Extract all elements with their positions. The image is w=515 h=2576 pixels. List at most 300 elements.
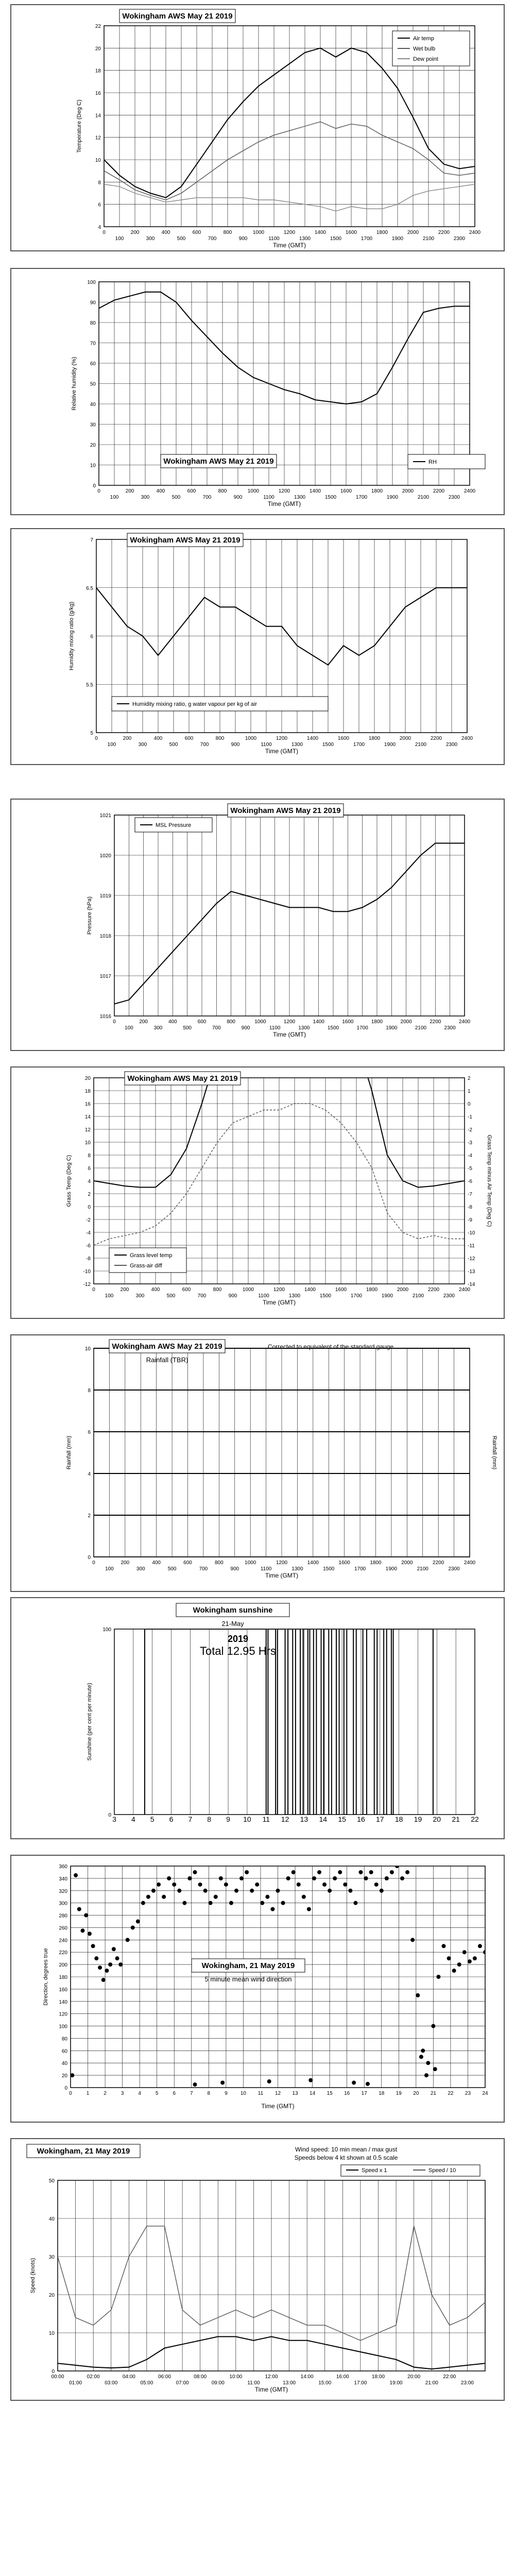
chart-panel (10, 1066, 505, 1319)
scatter-point (245, 1870, 249, 1874)
x-tick-label: 900 (228, 1293, 237, 1299)
scatter-point (105, 1969, 109, 1973)
x-tick-label: 500 (167, 1566, 177, 1572)
x-tick-label: 19 (396, 2091, 402, 2096)
x-tick-label: 300 (136, 1566, 145, 1572)
y2-tick-label: -4 (468, 1153, 472, 1159)
chart-svg (11, 2139, 504, 2400)
y-tick-label: 160 (59, 1987, 67, 1993)
y-tick-label: 240 (59, 1938, 67, 1944)
legend-label: Speed / 10 (428, 2167, 456, 2174)
x-tick-label: 22 (471, 1815, 479, 1823)
y2-tick-label: -12 (468, 1256, 475, 1262)
legend-label: Wet bulb (413, 46, 436, 52)
x-tick-label: 21 (452, 1815, 460, 1823)
x-tick-label: 11 (262, 1815, 270, 1823)
x-tick-label: 07:00 (176, 2380, 189, 2386)
x-tick-label: 600 (184, 736, 194, 741)
x-tick-label: 2100 (422, 236, 435, 242)
x-tick-label: 1700 (356, 1025, 368, 1031)
x-tick-label: 08:00 (194, 2374, 207, 2380)
scatter-point (270, 1907, 274, 1911)
y-tick-label: 0 (52, 2369, 55, 2375)
scatter-point (193, 1870, 197, 1874)
scatter-point (101, 1978, 106, 1982)
x-tick-label: 15:00 (318, 2380, 332, 2386)
x-tick-label: 2000 (399, 736, 411, 741)
x-tick-label: 20 (433, 1815, 441, 1823)
x-tick-label: 600 (182, 1287, 191, 1293)
x-tick-label: 1700 (355, 495, 368, 500)
x-tick-label: 1900 (386, 1025, 398, 1031)
x-tick-label: 2100 (415, 1025, 427, 1031)
scatter-point (250, 1889, 254, 1893)
scatter-point (74, 1873, 78, 1877)
chart-panel (10, 528, 505, 765)
x-tick-label: 11:00 (247, 2380, 260, 2386)
scatter-point (146, 1895, 150, 1899)
y-tick-label: 1016 (99, 1014, 111, 1020)
y-tick-label: 1017 (99, 974, 111, 979)
scatter-point (291, 1870, 296, 1874)
scatter-point (317, 1870, 321, 1874)
x-tick-label: 2400 (458, 1019, 471, 1025)
x-tick-label: 2300 (453, 236, 466, 242)
y-tick-label: 8 (88, 1388, 91, 1394)
scatter-point (255, 1883, 259, 1887)
x-axis-label: Time (GMT) (254, 2386, 288, 2393)
x-axis-label: Time (GMT) (272, 242, 306, 249)
scatter-point (478, 1944, 482, 1948)
chart-title: Wokingham AWS May 21 2019 (163, 457, 274, 466)
y-tick-label: 220 (59, 1950, 67, 1956)
scatter-point (302, 1895, 306, 1899)
x-tick-label: 400 (161, 230, 170, 235)
y-tick-label: 300 (59, 1901, 67, 1907)
x-tick-label: 1600 (345, 230, 357, 235)
scatter-point (447, 1956, 451, 1960)
y-tick-label: 0 (93, 483, 96, 489)
x-tick-label: 700 (202, 495, 212, 500)
x-tick-label: 8 (207, 1815, 212, 1823)
y2-tick-label: -14 (468, 1282, 475, 1287)
x-tick-label: 1500 (322, 742, 334, 748)
y-tick-label: 1021 (99, 813, 111, 819)
x-tick-label: 900 (241, 1025, 250, 1031)
y-tick-label: 50 (90, 381, 96, 387)
x-tick-label: 2000 (407, 230, 419, 235)
y-tick-label: 7 (90, 537, 93, 543)
scatter-point (239, 1876, 244, 1880)
x-tick-label: 100 (105, 1293, 114, 1299)
scatter-point (108, 1962, 112, 1967)
chart-svg (11, 1335, 504, 1591)
scatter-point (452, 1969, 456, 1973)
x-tick-label: 1600 (340, 488, 352, 494)
y2-axis-label: Grass Temp minus Air Temp (Deg C) (486, 1134, 492, 1227)
x-tick-label: 200 (139, 1019, 148, 1025)
scatter-point (390, 1870, 394, 1874)
x-tick-label: 100 (110, 495, 119, 500)
x-tick-label: 2200 (438, 230, 450, 235)
x-tick-label: 2 (104, 2091, 107, 2096)
scatter-point (141, 1901, 145, 1905)
x-tick-label: 300 (138, 742, 147, 748)
y-tick-label: 8 (98, 180, 101, 186)
y-axis-label: Grass Temp (Deg C) (66, 1155, 72, 1207)
scatter-point (203, 1889, 208, 1893)
x-tick-label: 2200 (433, 1560, 444, 1566)
x-tick-label: 6 (169, 1815, 174, 1823)
x-tick-label: 1700 (354, 1566, 366, 1572)
y2-tick-label: -9 (468, 1217, 472, 1223)
y2-tick-label: -13 (468, 1269, 475, 1275)
y2-tick-label: -3 (468, 1140, 472, 1146)
chart-subtitle: 5 minute mean wind direction (204, 1975, 292, 1983)
y-tick-label: 14 (84, 1114, 91, 1120)
x-tick-label: 1200 (276, 736, 288, 741)
scatter-point (426, 2061, 430, 2065)
x-tick-label: 13 (300, 1815, 308, 1823)
y-tick-label: 10 (90, 463, 96, 469)
scatter-point (182, 1901, 186, 1905)
x-tick-label: 20 (413, 2091, 419, 2096)
x-tick-label: 1900 (386, 495, 399, 500)
chart-svg (11, 1598, 504, 1838)
y-tick-label: 60 (61, 2048, 67, 2055)
x-tick-label: 200 (125, 488, 134, 494)
y-tick-label: 4 (88, 1179, 91, 1184)
x-tick-label: 2400 (464, 488, 476, 494)
chart-note: Speeds below 4 kt shown at 0.5 scale (294, 2154, 398, 2161)
legend-label: Grass-air diff (130, 1263, 162, 1269)
x-tick-label: 1100 (261, 742, 272, 748)
x-tick-label: 18 (394, 1815, 403, 1823)
y-tick-label: 4 (88, 1471, 91, 1477)
x-tick-label: 900 (231, 742, 240, 748)
y-tick-label: 20 (95, 46, 101, 52)
x-tick-label: 14 (319, 1815, 328, 1823)
x-tick-label: 1800 (371, 1019, 383, 1025)
y-axis-label: Rainfall (mm) (66, 1435, 72, 1470)
x-tick-label: 200 (123, 736, 132, 741)
y-tick-label: 40 (90, 402, 96, 408)
y-tick-label: 6.5 (86, 585, 93, 591)
scatter-point (369, 1870, 373, 1874)
x-tick-label: 400 (156, 488, 165, 494)
y-tick-label: 30 (48, 2255, 55, 2260)
scatter-point (157, 1883, 161, 1887)
y-tick-label: 20 (84, 1076, 91, 1081)
x-tick-label: 0 (95, 736, 98, 741)
x-tick-label: 13 (292, 2091, 298, 2096)
scatter-point (281, 1901, 285, 1905)
scatter-point (224, 1883, 228, 1887)
x-tick-label: 0 (102, 230, 106, 235)
x-axis-label: Time (GMT) (267, 500, 301, 507)
x-tick-label: 700 (199, 1566, 208, 1572)
x-tick-label: 1900 (384, 742, 396, 748)
x-tick-label: 2400 (458, 1287, 471, 1293)
x-tick-label: 500 (183, 1025, 192, 1031)
scatter-point (457, 1962, 461, 1967)
x-tick-label: 700 (197, 1293, 207, 1299)
x-tick-label: 400 (168, 1019, 177, 1025)
y2-axis-label: Rainfall (mm) (491, 1435, 497, 1470)
x-tick-label: 06:00 (158, 2374, 171, 2380)
scatter-point (177, 1889, 181, 1893)
y-tick-label: 6 (90, 634, 93, 640)
scatter-point (198, 1883, 202, 1887)
x-tick-label: 2200 (430, 736, 442, 741)
x-tick-label: 1800 (376, 230, 388, 235)
scatter-point (84, 1913, 88, 1918)
x-tick-label: 14 (310, 2091, 316, 2096)
scatter-point (260, 1901, 264, 1905)
chart-subtitle: 21-May (221, 1620, 244, 1628)
x-tick-label: 4 (131, 1815, 135, 1823)
x-tick-label: 1100 (258, 1293, 269, 1299)
x-tick-label: 200 (130, 230, 140, 235)
scatter-point (162, 1895, 166, 1899)
x-tick-label: 05:00 (140, 2380, 153, 2386)
y-tick-label: 100 (87, 280, 96, 285)
x-tick-label: 900 (238, 236, 248, 242)
scatter-point (77, 1907, 81, 1911)
legend-label: Humidity mixing ratio, g water vapour per kg of air (132, 701, 258, 707)
x-tick-label: 0 (69, 2091, 72, 2096)
scatter-point (359, 1870, 363, 1874)
y-tick-label: 340 (59, 1876, 67, 1882)
scatter-point (219, 1876, 223, 1880)
scatter-point (366, 2082, 370, 2086)
y-tick-label: -10 (83, 1269, 91, 1275)
x-tick-label: 700 (212, 1025, 221, 1031)
y-tick-label: 0 (108, 1812, 111, 1818)
x-tick-label: 100 (107, 742, 116, 748)
scatter-point (431, 2024, 435, 2028)
total-label: Total 12.95 Hrs (200, 1645, 276, 1657)
scatter-point (364, 1876, 368, 1880)
x-tick-label: 19 (414, 1815, 422, 1823)
chart-svg (11, 529, 504, 764)
x-tick-label: 04:00 (122, 2374, 135, 2380)
legend-label: Speed x 1 (362, 2167, 387, 2174)
x-tick-label: 2100 (417, 1566, 428, 1572)
scatter-point (333, 1876, 337, 1880)
y-axis-label: Sunshine (per cent per minute) (87, 1683, 93, 1761)
scatter-point (343, 1883, 347, 1887)
y-tick-label: 0 (88, 1555, 91, 1561)
x-tick-label: 1300 (294, 495, 306, 500)
y-tick-label: 2 (88, 1192, 91, 1197)
scatter-point (421, 2048, 425, 2053)
chart-panel (10, 1855, 505, 2123)
x-tick-label: 17 (376, 1815, 384, 1823)
x-tick-label: 1200 (283, 1019, 296, 1025)
x-tick-label: 16 (344, 2091, 350, 2096)
x-tick-label: 1000 (254, 1019, 266, 1025)
scatter-point (385, 1876, 389, 1880)
scatter-point (410, 1938, 415, 1942)
chart-svg (11, 5, 504, 250)
y2-tick-label: -10 (468, 1230, 475, 1236)
x-tick-label: 1500 (324, 495, 337, 500)
x-tick-label: 7 (188, 1815, 193, 1823)
scatter-point (312, 1876, 316, 1880)
y2-tick-label: 0 (468, 1101, 471, 1107)
scatter-point (112, 1947, 116, 1951)
x-tick-label: 400 (152, 1560, 161, 1566)
scatter-point (88, 1931, 92, 1936)
scatter-point (187, 1876, 192, 1880)
scatter-point (209, 1901, 213, 1905)
x-tick-label: 1 (86, 2091, 90, 2096)
y-tick-label: 5.5 (86, 682, 93, 688)
x-tick-label: 10 (243, 1815, 251, 1823)
y-tick-label: 5 (90, 731, 93, 736)
x-tick-label: 12 (274, 2091, 281, 2096)
x-tick-label: 1300 (291, 742, 303, 748)
scatter-point (115, 1956, 119, 1960)
chart-panel (10, 799, 505, 1051)
x-tick-label: 21:00 (425, 2380, 438, 2386)
x-tick-label: 11 (258, 2091, 264, 2096)
scatter-point (234, 1889, 238, 1893)
x-tick-label: 1100 (268, 236, 280, 242)
scatter-point (91, 1944, 95, 1948)
x-tick-label: 800 (213, 1287, 222, 1293)
scatter-point (80, 1928, 84, 1933)
scatter-point (322, 1883, 327, 1887)
legend-label: RH (428, 459, 437, 465)
chart-svg (11, 1067, 504, 1318)
x-tick-label: 800 (218, 488, 227, 494)
y-tick-label: 200 (59, 1962, 67, 1969)
x-tick-label: 0 (113, 1019, 116, 1025)
x-axis-label: Time (GMT) (265, 748, 299, 755)
scatter-point (220, 2080, 225, 2084)
y-tick-label: 1020 (99, 853, 111, 859)
y-tick-label: 280 (59, 1913, 67, 1919)
y-tick-label: 16 (95, 91, 101, 96)
x-tick-label: 16:00 (336, 2374, 349, 2380)
x-tick-label: 12:00 (265, 2374, 278, 2380)
x-tick-label: 7 (190, 2091, 193, 2096)
x-tick-label: 18:00 (371, 2374, 385, 2380)
x-tick-label: 200 (120, 1287, 129, 1293)
scatter-point (348, 1889, 352, 1893)
x-tick-label: 9 (225, 2091, 228, 2096)
scatter-point (405, 1870, 409, 1874)
y2-tick-label: -6 (468, 1179, 472, 1184)
x-tick-label: 17 (361, 2091, 367, 2096)
chart-title: Wokingham, 21 May 2019 (201, 1961, 295, 1970)
legend-label: Air temp (413, 36, 434, 42)
x-tick-label: 21 (430, 2091, 436, 2096)
y-tick-label: 20 (48, 2293, 55, 2298)
x-tick-label: 1000 (242, 1287, 254, 1293)
x-tick-label: 300 (153, 1025, 163, 1031)
scatter-point (265, 1895, 269, 1899)
x-tick-label: 1700 (350, 1293, 363, 1299)
x-tick-label: 00:00 (51, 2374, 64, 2380)
y-axis-label: Direction, degrees true (43, 1948, 49, 2006)
x-tick-label: 09:00 (211, 2380, 225, 2386)
chart-panel (10, 1597, 505, 1839)
x-tick-label: 100 (115, 236, 124, 242)
y-tick-label: 6 (88, 1430, 91, 1435)
x-tick-label: 3 (112, 1815, 116, 1823)
x-tick-label: 2300 (445, 742, 458, 748)
y-tick-label: 6 (88, 1166, 91, 1172)
y-tick-label: 80 (61, 2036, 67, 2042)
x-tick-label: 03:00 (105, 2380, 118, 2386)
x-tick-label: 200 (121, 1560, 130, 1566)
chart-svg (11, 269, 504, 514)
x-tick-label: 1600 (335, 1287, 347, 1293)
scatter-point (353, 1901, 357, 1905)
x-tick-label: 22 (448, 2091, 454, 2096)
x-tick-label: 1900 (391, 236, 404, 242)
x-tick-label: 1400 (307, 1560, 319, 1566)
scatter-point (468, 1959, 472, 1963)
x-tick-label: 10:00 (229, 2374, 243, 2380)
x-tick-label: 2400 (469, 230, 481, 235)
x-tick-label: 2200 (427, 1287, 440, 1293)
y-tick-label: 40 (61, 2061, 67, 2067)
x-tick-label: 1300 (288, 1293, 301, 1299)
scatter-point (229, 1901, 233, 1905)
y-axis-label: Relative humidity (%) (71, 357, 77, 411)
y-tick-label: 260 (59, 1925, 67, 1931)
x-tick-label: 1300 (298, 1025, 310, 1031)
y-tick-label: 0 (64, 2086, 67, 2091)
x-tick-label: 0 (92, 1287, 95, 1293)
x-tick-label: 2300 (448, 1566, 460, 1572)
scatter-point (374, 1883, 379, 1887)
y2-tick-label: 2 (468, 1076, 471, 1081)
y-tick-label: 10 (84, 1140, 91, 1146)
x-tick-label: 1300 (291, 1566, 303, 1572)
y-tick-label: 10 (95, 158, 101, 163)
y-tick-label: 140 (59, 1999, 67, 2005)
x-tick-label: 1600 (338, 1560, 350, 1566)
y-tick-label: 100 (59, 2024, 67, 2030)
y-tick-label: 0 (88, 1205, 91, 1210)
y2-tick-label: -5 (468, 1166, 472, 1172)
x-tick-label: 1900 (385, 1566, 398, 1572)
y2-tick-label: 1 (468, 1089, 471, 1094)
x-tick-label: 22:00 (443, 2374, 456, 2380)
scatter-point (433, 2067, 437, 2071)
x-tick-label: 800 (214, 1560, 224, 1566)
x-tick-label: 2000 (402, 488, 414, 494)
y-tick-label: 10 (48, 2331, 55, 2336)
y-tick-label: 120 (59, 2011, 67, 2018)
x-tick-label: 1500 (327, 1025, 339, 1031)
scatter-point (286, 1876, 290, 1880)
y-tick-label: 12 (84, 1127, 91, 1133)
scatter-point (167, 1876, 171, 1880)
x-tick-label: 1200 (273, 1287, 285, 1293)
x-axis-label: Time (GMT) (265, 1572, 299, 1579)
scatter-point (308, 2078, 313, 2082)
chart-panel (10, 4, 505, 251)
scatter-point (126, 1938, 130, 1942)
scatter-point (442, 1944, 446, 1948)
scatter-point (172, 1883, 176, 1887)
